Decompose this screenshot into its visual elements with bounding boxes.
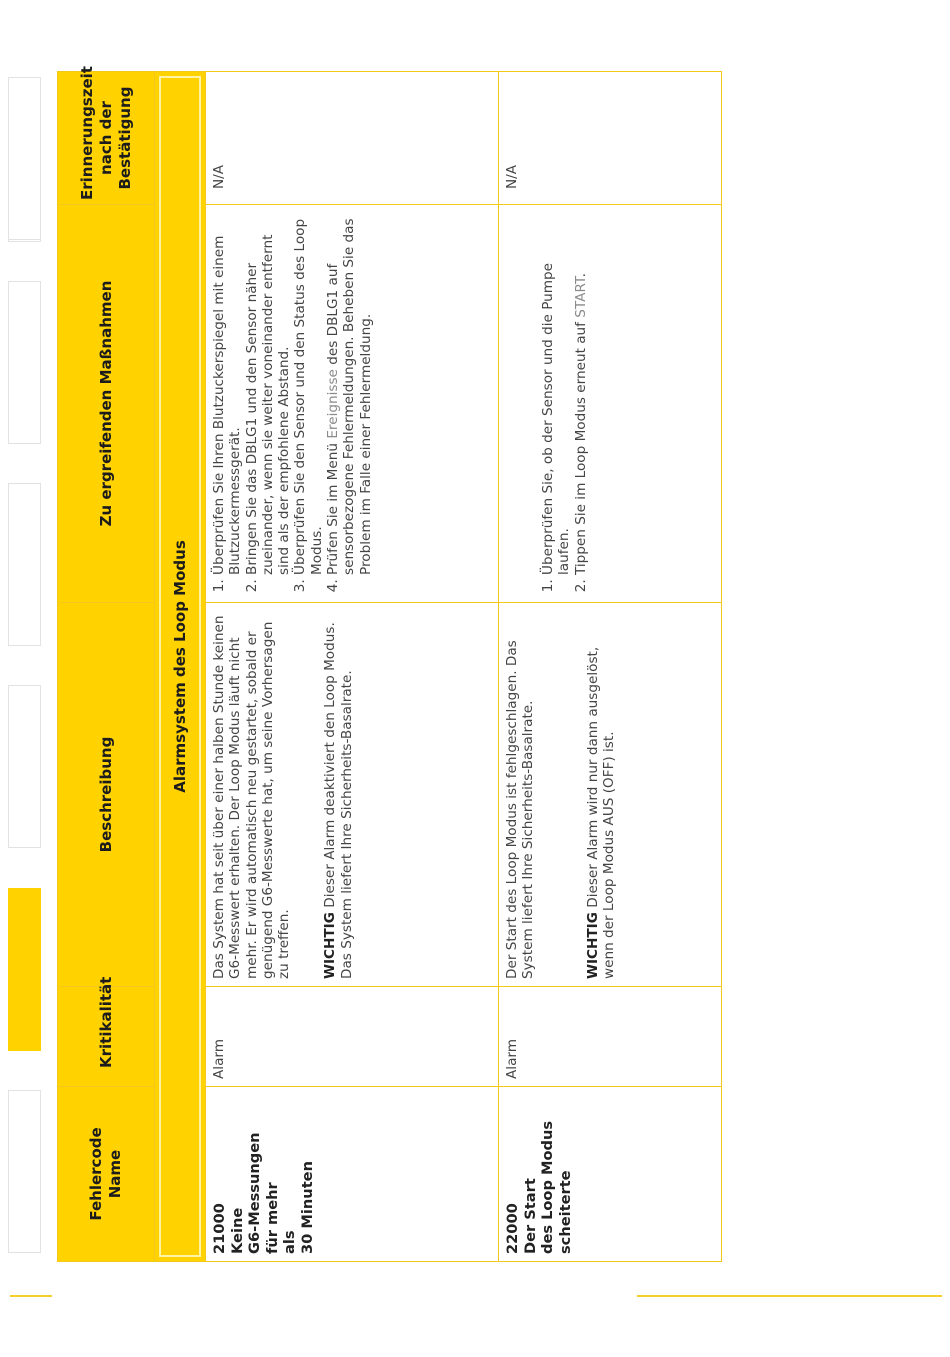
row1-description [207, 604, 359, 985]
row2-actions-list [540, 212, 589, 595]
side-tab-2 [8, 281, 41, 444]
row1-actions [207, 206, 378, 601]
footer-line-left [10, 1295, 52, 1297]
section-row [155, 72, 206, 1262]
row1-code-line: für mehr [263, 1182, 281, 1254]
list-item: 2. Bringen Sie das DBLG1 und den Sensor näher zueinander, wenn sie weiter voneinander entfernt sind als der empfohlene Abstand. [244, 212, 293, 575]
row1-important-label: WICHTIG [322, 912, 339, 979]
list-item: 1. Überprüfen Sie, ob der Sensor und die Pumpe laufen. [540, 212, 573, 575]
row2-code-cell [499, 1087, 722, 1262]
row2-actions-cell [499, 205, 722, 603]
row1-description-cell [206, 603, 499, 987]
row2-description [500, 604, 621, 985]
row2-reminder: N/A [504, 164, 520, 189]
section-cell [155, 72, 206, 1262]
row2-important-label: WICHTIG [584, 912, 601, 979]
row1-a4-post: des DBLG1 auf sensorbezogene Fehlermeldungen. Beheben Sie das Problem im Falle einer Fehlermeldung. [325, 218, 374, 575]
header-code [58, 1087, 155, 1262]
table-row [206, 72, 499, 1262]
row2-start-label: START [572, 277, 589, 318]
row1-reminder: N/A [211, 164, 227, 189]
row2-criticality-cell [499, 987, 722, 1087]
row1-description-text: Das System hat seit über einer halben Stunde keinen G6-Messwert erhalten. Der Loop Modus läuft nicht mehr. Er wird automatisch neu gestartet, sobald er genügend G6-Messwerte hat, um seine Vorhersagen zu treffen. [211, 615, 293, 979]
side-tab-4 [8, 685, 41, 848]
row1-important-text: Dieser Alarm deaktiviert den Loop Modus. Das System liefert Ihre Sicherheits-Basalrate. [322, 622, 355, 979]
header-reminder-line1: Erinnerungszeit [77, 66, 96, 200]
row2-code-line: scheiterte [556, 1170, 574, 1254]
header-criticality: Kritikalität [58, 987, 155, 1087]
row2-code [500, 1088, 578, 1260]
header-reminder-line3: Bestätigung [115, 86, 134, 190]
row2-code-line: des Loop Modus [539, 1120, 556, 1254]
row2-a2-post: . [572, 273, 589, 278]
row1-criticality-cell [206, 987, 499, 1087]
side-tab-5-active [8, 888, 41, 1051]
row1-code-cell [206, 1087, 499, 1262]
row2-criticality: Alarm [504, 1039, 520, 1079]
row1-code-line: G6-Messungen [246, 1132, 263, 1254]
row2-important [585, 610, 618, 979]
row1-a4-menu-name: Ereignisse [325, 369, 342, 439]
row2-actions [500, 206, 593, 601]
row2-a2-pre: Tippen Sie im Loop Modus erneut auf [572, 317, 589, 575]
row1-important [322, 610, 355, 979]
row1-code [207, 1088, 320, 1260]
footer-line-right [637, 1295, 942, 1297]
row2-reminder-cell [499, 72, 722, 205]
row2-code-line: Der Start [521, 1178, 539, 1254]
row2-code-line: 22000 [504, 1203, 521, 1254]
list-item [325, 212, 374, 575]
side-tab-3 [8, 483, 41, 646]
row2-description-text: Der Start des Loop Modus ist fehlgeschlagen. Das System liefert Ihre Sicherheits-Basalrate. [504, 640, 537, 979]
header-actions: Zu ergreifenden Maßnahmen [58, 205, 155, 603]
table-header-row [58, 72, 155, 1262]
header-description: Beschreibung [58, 603, 155, 987]
rotated-table-page [57, 66, 717, 1262]
header-code-line1: Fehlercode [87, 1127, 105, 1221]
row2-description-cell [499, 603, 722, 987]
list-item: 1. Überprüfen Sie Ihren Blutzuckerspiegel mit einem Blutzuckermessgerät. [211, 212, 244, 575]
row1-reminder-cell [206, 72, 499, 205]
row2-important-text: Dieser Alarm wird nur dann ausgelöst, wenn der Loop Modus AUS (OFF) ist. [584, 646, 617, 979]
row1-code-line: 21000 [211, 1203, 228, 1254]
row1-actions-cell [206, 205, 499, 603]
row1-criticality: Alarm [211, 1039, 227, 1079]
header-reminder-line2: nach der [96, 101, 115, 175]
list-item: 3. Überprüfen Sie den Sensor und den Status des Loop Modus. [292, 212, 325, 575]
row1-a4-pre: Prüfen Sie im Menü [325, 438, 342, 575]
error-table [57, 66, 722, 1262]
row1-code-line: als [281, 1230, 298, 1254]
side-tab-6 [8, 1090, 41, 1253]
row1-actions-list [211, 212, 374, 595]
header-reminder [58, 66, 155, 205]
row1-code-line: 30 Minuten [298, 1161, 316, 1254]
table-row [499, 72, 722, 1262]
header-code-line2: Name [106, 1149, 124, 1199]
section-title: Alarmsystem des Loop Modus [159, 76, 201, 1257]
row1-code-line: Keine [228, 1207, 246, 1254]
side-tab-top [8, 77, 41, 240]
list-item [573, 212, 589, 575]
